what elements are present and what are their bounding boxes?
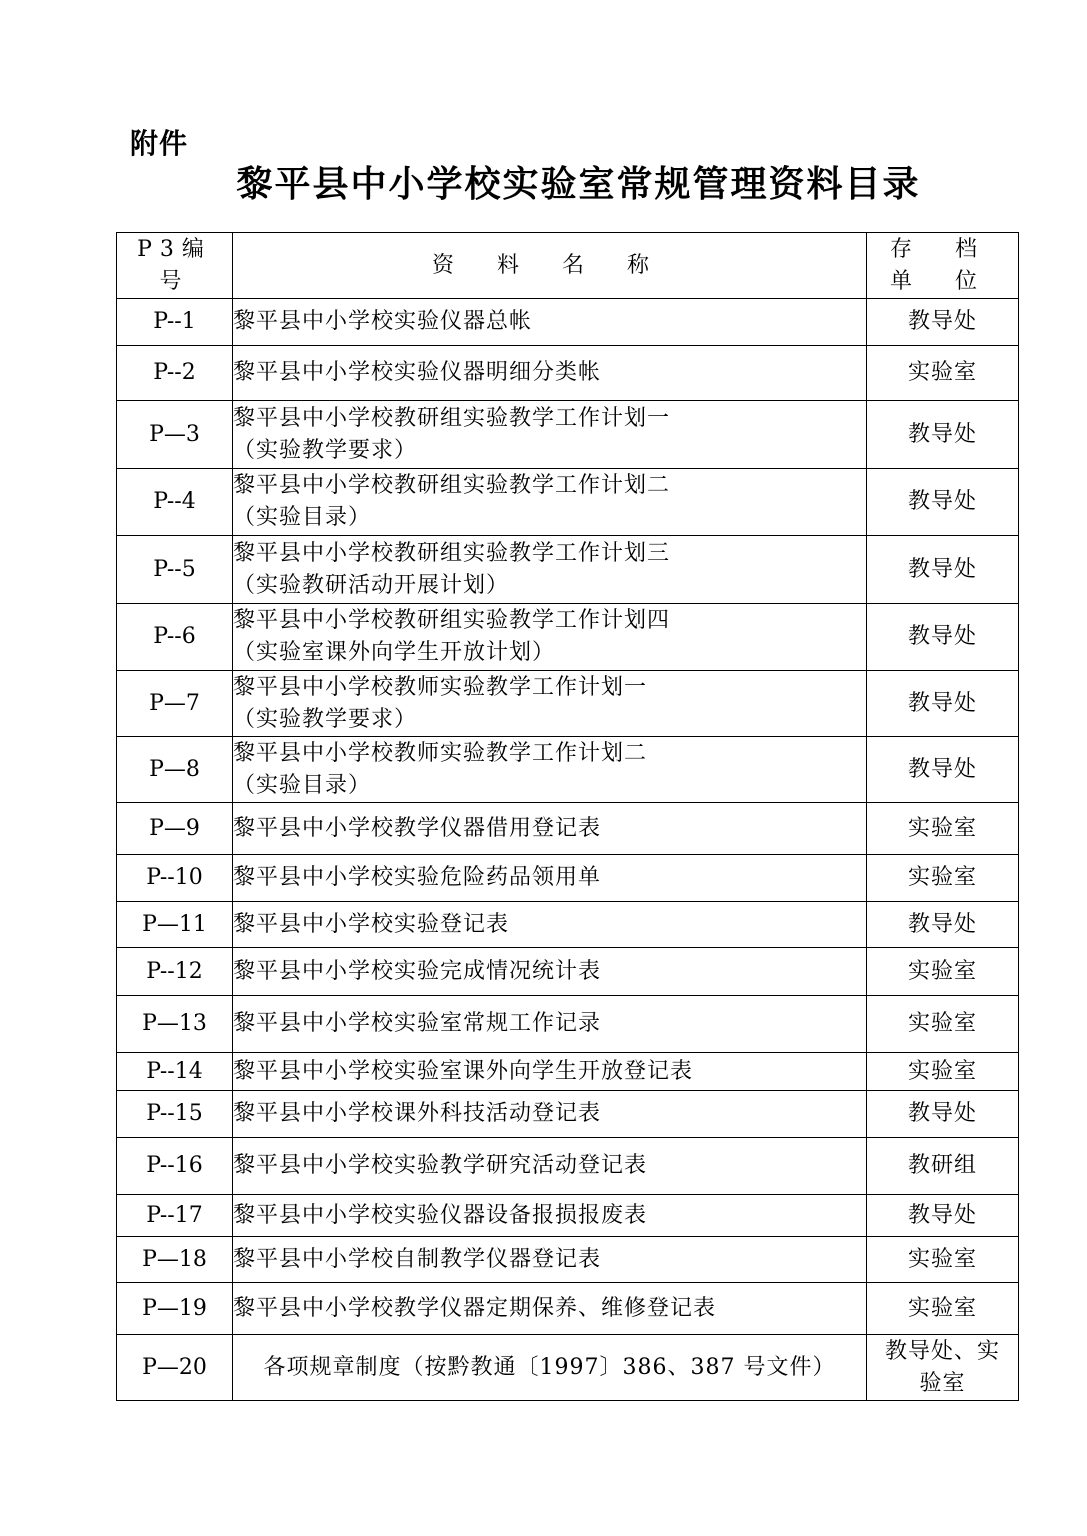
row-name-line2: （实验教研活动开展计划） (233, 572, 510, 598)
header-unit (867, 233, 1019, 299)
row-unit: 教导处 (867, 671, 1019, 737)
row-number: P—3 (117, 401, 233, 469)
table-row (117, 1138, 1019, 1195)
page-title: 黎平县中小学校实验室常规管理资料目录 (236, 163, 921, 205)
row-unit: 教导处 (867, 536, 1019, 604)
row-number: P--1 (117, 299, 233, 346)
row-name: 黎平县中小学校实验室课外向学生开放登记表 (233, 1053, 867, 1091)
row-number: P—9 (117, 803, 233, 855)
row-unit-line1: 教导处、实 (884, 1338, 1000, 1364)
row-name: 黎平县中小学校教学仪器定期保养、维修登记表 (233, 1283, 867, 1335)
table-row (117, 1053, 1019, 1091)
table-row (117, 299, 1019, 346)
header-number: P3编 号 (117, 233, 233, 299)
table-row (117, 737, 1019, 803)
row-name: 黎平县中小学校课外科技活动登记表 (233, 1091, 867, 1138)
row-number: P—20 (117, 1335, 233, 1401)
table-row (117, 469, 1019, 536)
row-number: P—13 (117, 996, 233, 1053)
row-unit: 实验室 (867, 948, 1019, 996)
row-name (233, 401, 867, 469)
table-row (117, 803, 1019, 855)
row-name (233, 737, 867, 803)
row-unit: 教导处 (867, 902, 1019, 948)
row-name-line2: （实验教学要求） (233, 706, 418, 732)
row-unit: 教导处 (867, 469, 1019, 536)
row-name (233, 536, 867, 604)
row-name: 黎平县中小学校实验危险药品领用单 (233, 855, 867, 902)
row-number: P--16 (117, 1138, 233, 1195)
row-unit: 教导处 (867, 737, 1019, 803)
row-name: 黎平县中小学校实验登记表 (233, 902, 867, 948)
row-name: 黎平县中小学校实验完成情况统计表 (233, 948, 867, 996)
catalog-table (116, 232, 1019, 1401)
row-name-line2: （实验目录） (233, 772, 372, 798)
row-unit: 教导处 (867, 1195, 1019, 1237)
row-name-line1: 黎平县中小学校教研组实验教学工作计划三 (233, 540, 671, 566)
row-name-line1: 黎平县中小学校教研组实验教学工作计划四 (233, 608, 671, 633)
table-row (117, 1237, 1019, 1283)
table-row (117, 996, 1019, 1053)
table-row (117, 604, 1019, 671)
table-row (117, 1335, 1019, 1401)
row-number: P--10 (117, 855, 233, 902)
table-row (117, 671, 1019, 737)
row-unit: 实验室 (867, 855, 1019, 902)
row-unit: 教导处 (867, 1091, 1019, 1138)
header-unit-line2: 单 位 (890, 268, 995, 294)
table-row (117, 401, 1019, 469)
row-number: P--6 (117, 604, 233, 671)
row-number: P—18 (117, 1237, 233, 1283)
attachment-label: 附件 (130, 127, 189, 160)
row-name-line2: （实验目录） (233, 505, 372, 530)
row-unit: 实验室 (867, 1237, 1019, 1283)
table-row (117, 1195, 1019, 1237)
row-unit: 实验室 (867, 1283, 1019, 1335)
row-unit-line2: 验室 (919, 1370, 966, 1396)
table-row (117, 1091, 1019, 1138)
row-name: 黎平县中小学校实验仪器明细分类帐 (233, 346, 867, 401)
table-row (117, 855, 1019, 902)
row-number: P--17 (117, 1195, 233, 1237)
table-header-row (117, 233, 1019, 299)
row-number: P--15 (117, 1091, 233, 1138)
row-name: 黎平县中小学校实验仪器总帐 (233, 299, 867, 346)
row-unit: 教研组 (867, 1138, 1019, 1195)
row-number: P—11 (117, 902, 233, 948)
row-number: P—19 (117, 1283, 233, 1335)
row-unit: 实验室 (867, 346, 1019, 401)
header-unit-line1: 存 档 (890, 236, 995, 262)
table-row (117, 902, 1019, 948)
row-name (233, 671, 867, 737)
table-row (117, 346, 1019, 401)
row-number: P--14 (117, 1053, 233, 1091)
row-number: P--2 (117, 346, 233, 401)
row-unit: 教导处 (867, 299, 1019, 346)
row-name (233, 469, 867, 536)
header-name: 资 料 名 称 (233, 233, 867, 299)
row-unit: 教导处 (867, 401, 1019, 469)
row-number: P--12 (117, 948, 233, 996)
row-unit: 实验室 (867, 1053, 1019, 1091)
row-name: 黎平县中小学校自制教学仪器登记表 (233, 1237, 867, 1283)
row-unit: 教导处 (867, 604, 1019, 671)
row-name-line2: （实验室课外向学生开放计划） (233, 640, 556, 665)
row-name-line2: （实验教学要求） (233, 437, 418, 463)
row-name (233, 604, 867, 671)
row-name-line1: 黎平县中小学校教师实验教学工作计划二 (233, 740, 648, 766)
row-name: 黎平县中小学校实验仪器设备报损报废表 (233, 1195, 867, 1237)
row-number: P—7 (117, 671, 233, 737)
row-name: 黎平县中小学校实验教学研究活动登记表 (233, 1138, 867, 1195)
row-name-line1: 黎平县中小学校教研组实验教学工作计划一 (233, 405, 671, 431)
row-name-line1: 黎平县中小学校教师实验教学工作计划一 (233, 674, 648, 700)
row-name: 黎平县中小学校实验室常规工作记录 (233, 996, 867, 1053)
table-row (117, 1283, 1019, 1335)
row-number: P—8 (117, 737, 233, 803)
row-unit: 实验室 (867, 996, 1019, 1053)
row-unit: 实验室 (867, 803, 1019, 855)
table-row (117, 948, 1019, 996)
row-name-line1: 黎平县中小学校教研组实验教学工作计划二 (233, 473, 671, 498)
row-name: 黎平县中小学校教学仪器借用登记表 (233, 803, 867, 855)
row-name: 各项规章制度（按黔教通〔1997〕386、387 号文件） (233, 1335, 867, 1401)
row-unit (867, 1335, 1019, 1401)
row-number: P--5 (117, 536, 233, 604)
row-number: P--4 (117, 469, 233, 536)
table-row (117, 536, 1019, 604)
